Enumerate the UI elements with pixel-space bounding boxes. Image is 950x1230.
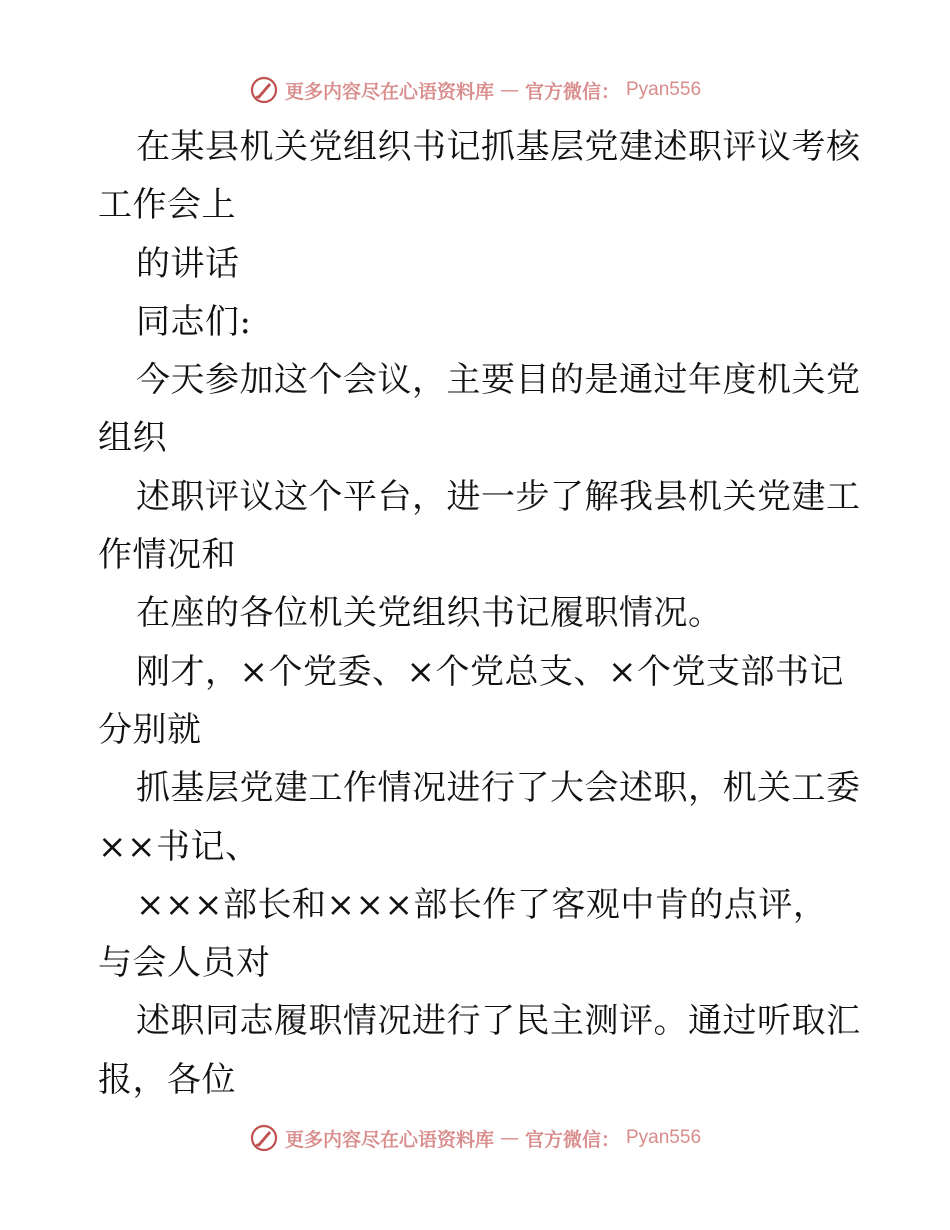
text-line: 抓基层党建工作情况进行了大会述职，机关工委 bbox=[136, 768, 861, 809]
document-body bbox=[98, 118, 861, 1109]
text-line: 在座的各位机关党组织书记履职情况。 bbox=[136, 593, 723, 634]
text-line: ×××部长和×××部长作了客观中肯的点评， bbox=[136, 884, 828, 925]
text-line: 同志们: bbox=[136, 301, 252, 342]
text-line: 述职同志履职情况进行了民主测评。通过听取汇 bbox=[136, 1001, 861, 1042]
watermark-wechat-id: Pyan556 bbox=[626, 1127, 702, 1148]
watermark-text: 更多内容尽在心语资料库 bbox=[284, 80, 494, 103]
header-watermark bbox=[0, 70, 950, 110]
text-line: 组织 bbox=[98, 418, 167, 459]
watermark-wechat-id: Pyan556 bbox=[626, 79, 702, 100]
watermark-wechat-label: 官方微信： bbox=[524, 80, 620, 103]
text-line: 述职评议这个平台，进一步了解我县机关党建工 bbox=[136, 476, 861, 517]
watermark-separator: — bbox=[499, 1127, 519, 1149]
quill-seal-icon bbox=[249, 1123, 279, 1153]
text-line: 在某县机关党组织书记抓基层党建述职评议考核 bbox=[136, 127, 861, 167]
text-line: 分别就 bbox=[98, 709, 202, 750]
footer-watermark bbox=[0, 1118, 950, 1158]
text-line: 的讲话 bbox=[136, 243, 240, 284]
watermark-wechat-label: 官方微信： bbox=[524, 1128, 620, 1151]
text-line: 作情况和 bbox=[98, 535, 236, 576]
text-line: 今天参加这个会议，主要目的是通过年度机关党 bbox=[136, 360, 861, 401]
text-line: 报，各位 bbox=[98, 1059, 236, 1100]
text-line: 与会人员对 bbox=[98, 943, 271, 984]
text-line: ××书记、 bbox=[98, 826, 260, 867]
text-line: 刚才，×个党委、×个党总支、×个党支部书记 bbox=[136, 651, 844, 692]
watermark-text: 更多内容尽在心语资料库 bbox=[284, 1128, 494, 1151]
text-line: 工作会上 bbox=[98, 185, 236, 226]
watermark-separator: — bbox=[499, 79, 519, 101]
quill-seal-icon bbox=[249, 75, 279, 105]
